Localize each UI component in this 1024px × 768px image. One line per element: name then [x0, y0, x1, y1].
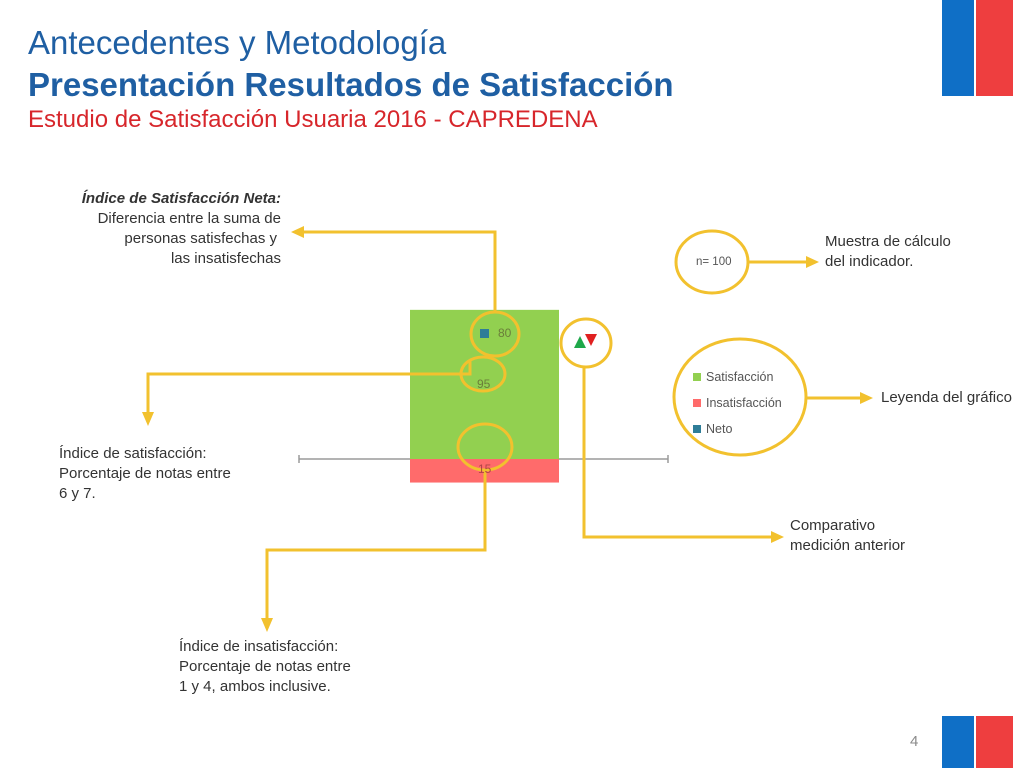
- arrowhead-insatisfaccion: [261, 618, 273, 632]
- neto-marker: [480, 329, 489, 338]
- sample-size-label: n= 100: [696, 256, 732, 268]
- insatisfaccion-annotation: [179, 637, 419, 697]
- leyenda-annotation: Leyenda del gráfico: [881, 389, 1012, 406]
- insatisfaccion-annotation-line3: 1 y 4, ambos inclusive.: [179, 678, 331, 695]
- neto-value-label: 80: [498, 326, 512, 340]
- arrowhead-satisfaccion: [142, 412, 154, 426]
- connector-insatisfaccion: [267, 470, 485, 620]
- neta-annotation: [40, 189, 281, 269]
- callout-comparativo-circle: [561, 319, 611, 367]
- legend-item-neto: [693, 416, 782, 442]
- legend-label-satisfaccion: Satisfacción: [706, 370, 774, 384]
- neta-annotation-line3: las insatisfechas: [170, 250, 281, 267]
- legend-label-neto: Neto: [706, 422, 733, 436]
- satisfaccion-annotation-line3: 6 y 7.: [59, 485, 96, 502]
- muestra-annotation: [825, 232, 985, 272]
- arrowhead-comparativo: [771, 531, 784, 543]
- legend-item-insatisfaccion: [693, 390, 782, 416]
- legend-swatch-satisfaccion: [693, 373, 701, 381]
- legend-swatch-insatisfaccion: [693, 399, 701, 407]
- page-subtitle: Presentación Resultados de Satisfacción: [28, 66, 674, 103]
- satisfaccion-annotation-line2: Porcentaje de notas entre: [59, 465, 231, 482]
- legend-swatch-neto: [693, 425, 701, 433]
- arrowhead-legend: [860, 392, 873, 404]
- study-title: Estudio de Satisfacción Usuaria 2016 - CAPREDENA: [28, 106, 598, 133]
- satisfaccion-value-label: 95: [477, 377, 491, 391]
- satisfaccion-annotation: [59, 444, 279, 504]
- neta-annotation-line2: personas satisfechas y: [124, 230, 277, 247]
- insatisfaccion-value-label: 15: [478, 462, 492, 476]
- page-number: 4: [910, 733, 919, 750]
- arrow-up-icon: [574, 336, 586, 348]
- chart-legend: [693, 364, 782, 442]
- neta-annotation-title: Índice de Satisfacción Neta:: [81, 190, 281, 207]
- arrowhead-sample: [806, 256, 819, 268]
- muestra-annotation-line2: del indicador.: [825, 253, 914, 270]
- legend-item-satisfaccion: [693, 364, 782, 390]
- connector-neto: [304, 232, 495, 312]
- comparativo-annotation-line2: medición anterior: [790, 537, 906, 554]
- insatisfaccion-annotation-line1: Índice de insatisfacción:: [179, 638, 339, 655]
- insatisfaccion-annotation-line2: Porcentaje de notas entre: [179, 658, 351, 675]
- comparativo-annotation-line1: Comparativo: [790, 517, 876, 534]
- comparativo-annotation: [790, 516, 950, 556]
- arrow-down-icon: [585, 334, 597, 346]
- neta-annotation-line1: Diferencia entre la suma de: [97, 210, 281, 227]
- muestra-annotation-line1: Muestra de cálculo: [825, 233, 951, 250]
- legend-label-insatisfaccion: Insatisfacción: [706, 396, 782, 410]
- page-title: Antecedentes y Metodología: [28, 24, 447, 61]
- satisfaccion-annotation-line1: Índice de satisfacción:: [59, 445, 207, 462]
- arrowhead-neto: [291, 226, 304, 238]
